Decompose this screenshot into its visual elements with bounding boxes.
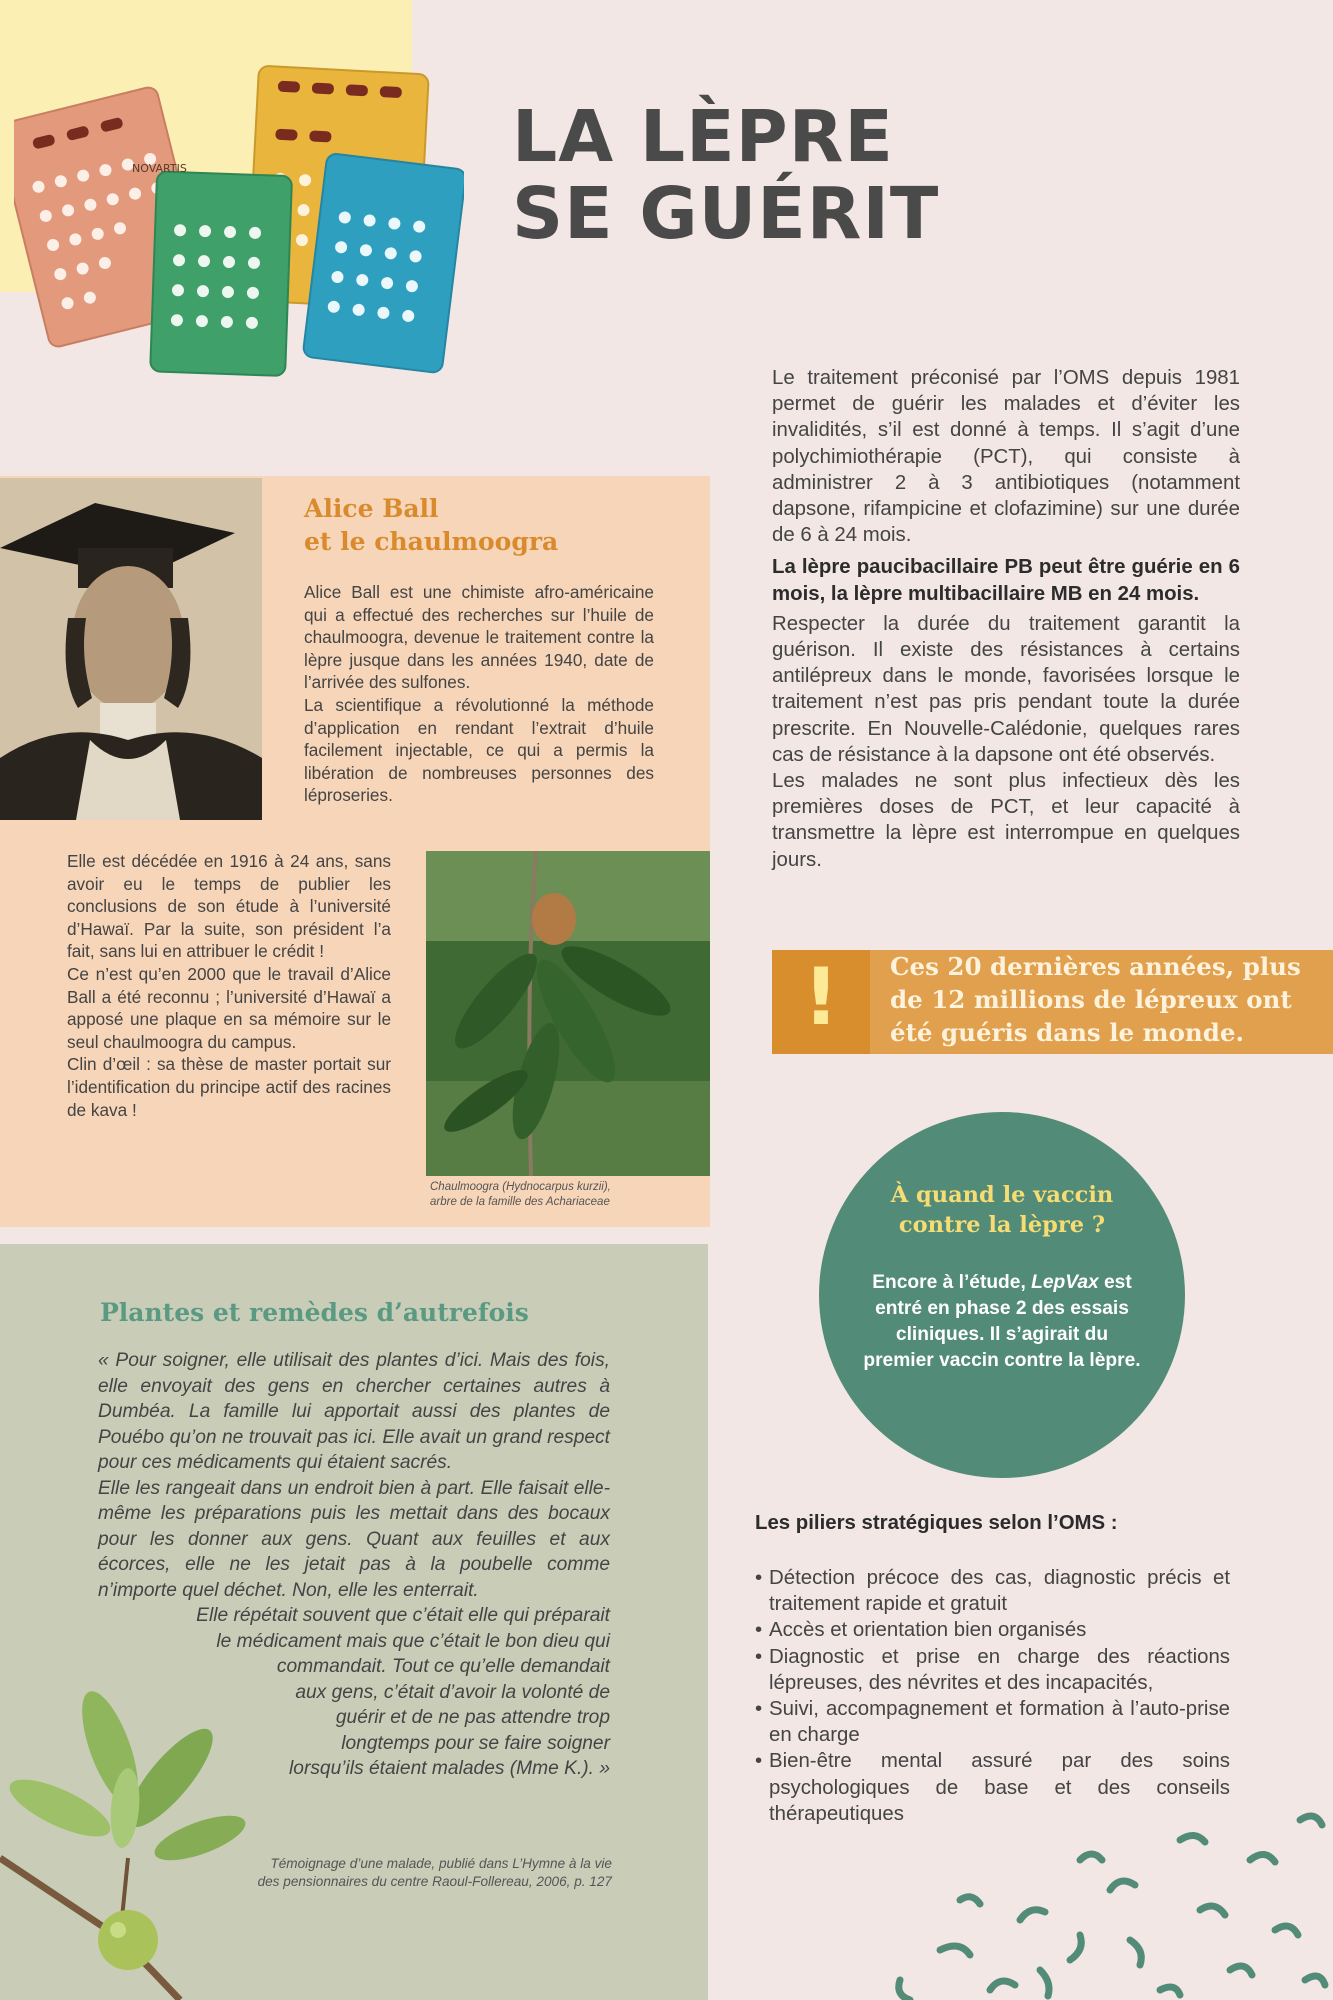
plantes-testimony [98, 1348, 610, 1782]
pill-packs-image [14, 62, 464, 392]
plantes-closing-line: lorsqu’ils étaient malades (Mme K.). » [289, 1758, 610, 1779]
alice-ball-legacy [67, 850, 391, 1121]
plantes-closing-line: Elle répétait souvent que c’était elle qui préparait [196, 1605, 610, 1626]
pillar-item: • Accès et orientation bien organisés [755, 1617, 1230, 1643]
caption-line: arbre de la famille des Achariaceae [430, 1196, 610, 1208]
caption-line: Chaulmoogra (Hydnocarpus kurzii), [430, 1181, 611, 1193]
pillars-heading: Les piliers stratégiques selon l’OMS : [755, 1512, 1118, 1534]
plantes-closing-line: aux gens, c’était d’avoir la volonté de [295, 1681, 610, 1703]
vaccine-heading-line-1: À quand le vaccin [890, 1182, 1114, 1208]
plantes-closing-line: guérir et de ne pas attendre trop [335, 1707, 610, 1728]
vaccine-heading [859, 1180, 1145, 1240]
bacteria-squiggles-decoration [880, 1800, 1333, 2000]
alice-ball-paragraph: Elle est décédée en 1916 à 24 ans, sans avoir eu le temps de publier les conclusions de son étude à l’université d’Hawaï. Par la suite, son président l’a fait, sans lui en attribuer le crédit ! [67, 851, 391, 962]
alice-ball-paragraph: Clin d’œil : sa thèse de master portait sur l’identification du principe actif des racines de kava ! [67, 1054, 391, 1120]
pillar-item: • Bien-être mental assuré par des soins psychologiques de base et des conseils thérapeutiques [755, 1748, 1230, 1827]
pillar-item: • Suivi, accompagnement et formation à l’auto-prise en charge [755, 1696, 1230, 1748]
vaccine-name: LepVax [1031, 1272, 1099, 1293]
vaccine-heading-line-2: contre la lèpre ? [898, 1212, 1106, 1238]
plantes-closing-line: commandait. Tout ce qu’elle demandait [276, 1656, 610, 1677]
vaccine-text-end: est entré en phase 2 des essais cliniques. Il s’agirait du premier vaccin contre la lèpre. [863, 1272, 1141, 1371]
testimony-source-line: des pensionnaires du centre Raoul-Follereau, 2006, p. 127 [257, 1874, 612, 1889]
pillar-item: • Diagnostic et prise en charge des réactions lépreuses, des névrites et des incapacités, [755, 1644, 1230, 1696]
alice-ball-bio [304, 581, 654, 807]
exclamation-icon: ! [803, 953, 839, 1043]
title-line-2: SE GUÉRIT [512, 172, 940, 255]
page-title [512, 95, 940, 255]
treatment-paragraph: Respecter la durée du traitement garantit la guérison. Il existe des résistances à certains antilépreux dans le monde, favorisées lorsque le traitement n’est pas pris pendant toute la durée prescrite. En Nouvelle-Calédonie, quelques rares cas de résistance à la dapsone ont été observés. [772, 612, 1240, 766]
alice-ball-heading [304, 492, 558, 558]
alice-ball-heading-line-2: et le chaulmoogra [304, 527, 559, 556]
vaccine-text-start: Encore à l’étude, [872, 1272, 1032, 1293]
pillar-item: • Détection précoce des cas, diagnostic précis et traitement rapide et gratuit [755, 1565, 1230, 1617]
vaccine-text [859, 1270, 1145, 1374]
pill-pack-label: NOVARTIS [132, 162, 187, 175]
plantes-closing-line: le médicament mais que c’était le bon dieu qui [216, 1630, 610, 1652]
treatment-paragraph: Le traitement préconisé par l’OMS depuis 1981 permet de guérir les malades et d’éviter les invalidités, s’il est donné à temps. Il s’agit d’une polychimiothérapie (PCT), qui consiste à administrer 2 à 3 antibiotiques (notamment dapsone, rifampicine et clofazimine) sur une durée de 6 à 24 mois. [772, 367, 1240, 547]
alice-ball-heading-line-1: Alice Ball [304, 494, 439, 523]
testimony-source [180, 1855, 612, 1891]
chaulmoogra-caption [430, 1180, 710, 1210]
treatment-highlight: La lèpre paucibacillaire PB peut être guérie en 6 mois, la lèpre multibacillaire MB en 24 mois. [772, 556, 1240, 605]
testimony-source-line: Témoignage d’une malade, publié dans L’Hymne à la vie [270, 1856, 612, 1871]
alice-ball-paragraph: Ce n’est qu’en 2000 que le travail d’Alice Ball a été reconnu ; l’université d’Hawaï a apposé une plaque en sa mémoire sur le seul chaulmoogra du campus. [67, 963, 391, 1052]
cured-stat-text: Ces 20 dernières années, plus de 12 millions de lépreux ont été guéris dans le monde. [890, 952, 1301, 1047]
treatment-text [772, 365, 1240, 873]
chaulmoogra-photo [426, 851, 710, 1176]
alice-ball-portrait [0, 478, 262, 820]
alice-ball-paragraph: La scientifique a révolutionné la méthode d’application en rendant l’extrait d’huile facilement injectable, ce qui a permis la libération de nombreuses personnes des léproseries. [304, 694, 654, 806]
plantes-paragraph: Elle les rangeait dans un endroit bien à part. Elle faisait elle-même les préparations puis les mettait dans des bocaux pour les donner aux gens. Quant aux feuilles et aux écorces, elle ne les jetait pas à la poubelle comme n’importe quel déchet. Non, elle les enterrait. [98, 1477, 610, 1601]
pillars-list [755, 1565, 1230, 1827]
plantes-closing-line: longtemps pour se faire soigner [341, 1732, 610, 1754]
treatment-paragraph: Les malades ne sont plus infectieux dès les premières doses de PCT, et leur capacité à transmettre la lèpre est interrompue en quelques jours. [772, 770, 1240, 871]
alice-ball-paragraph: Alice Ball est une chimiste afro-américaine qui a effectué des recherches sur l’huile de chaulmoogra, devenue le traitement contre la lèpre jusque dans les années 1940, date de l’arrivée des sulfones. [304, 582, 654, 693]
plantes-heading: Plantes et remèdes d’autrefois [100, 1298, 529, 1327]
plantes-paragraph: « Pour soigner, elle utilisait des plantes d’ici. Mais des fois, elle envoyait des gens en chercher certaines autres à Dumbéa. La famille lui apportait aussi des plantes de Pouébo qu’on ne trouvait pas ici. Elle avait un grand respect pour ces médicaments qui étaient sacrés. [98, 1350, 610, 1473]
title-line-1: LA LÈPRE [512, 95, 894, 178]
